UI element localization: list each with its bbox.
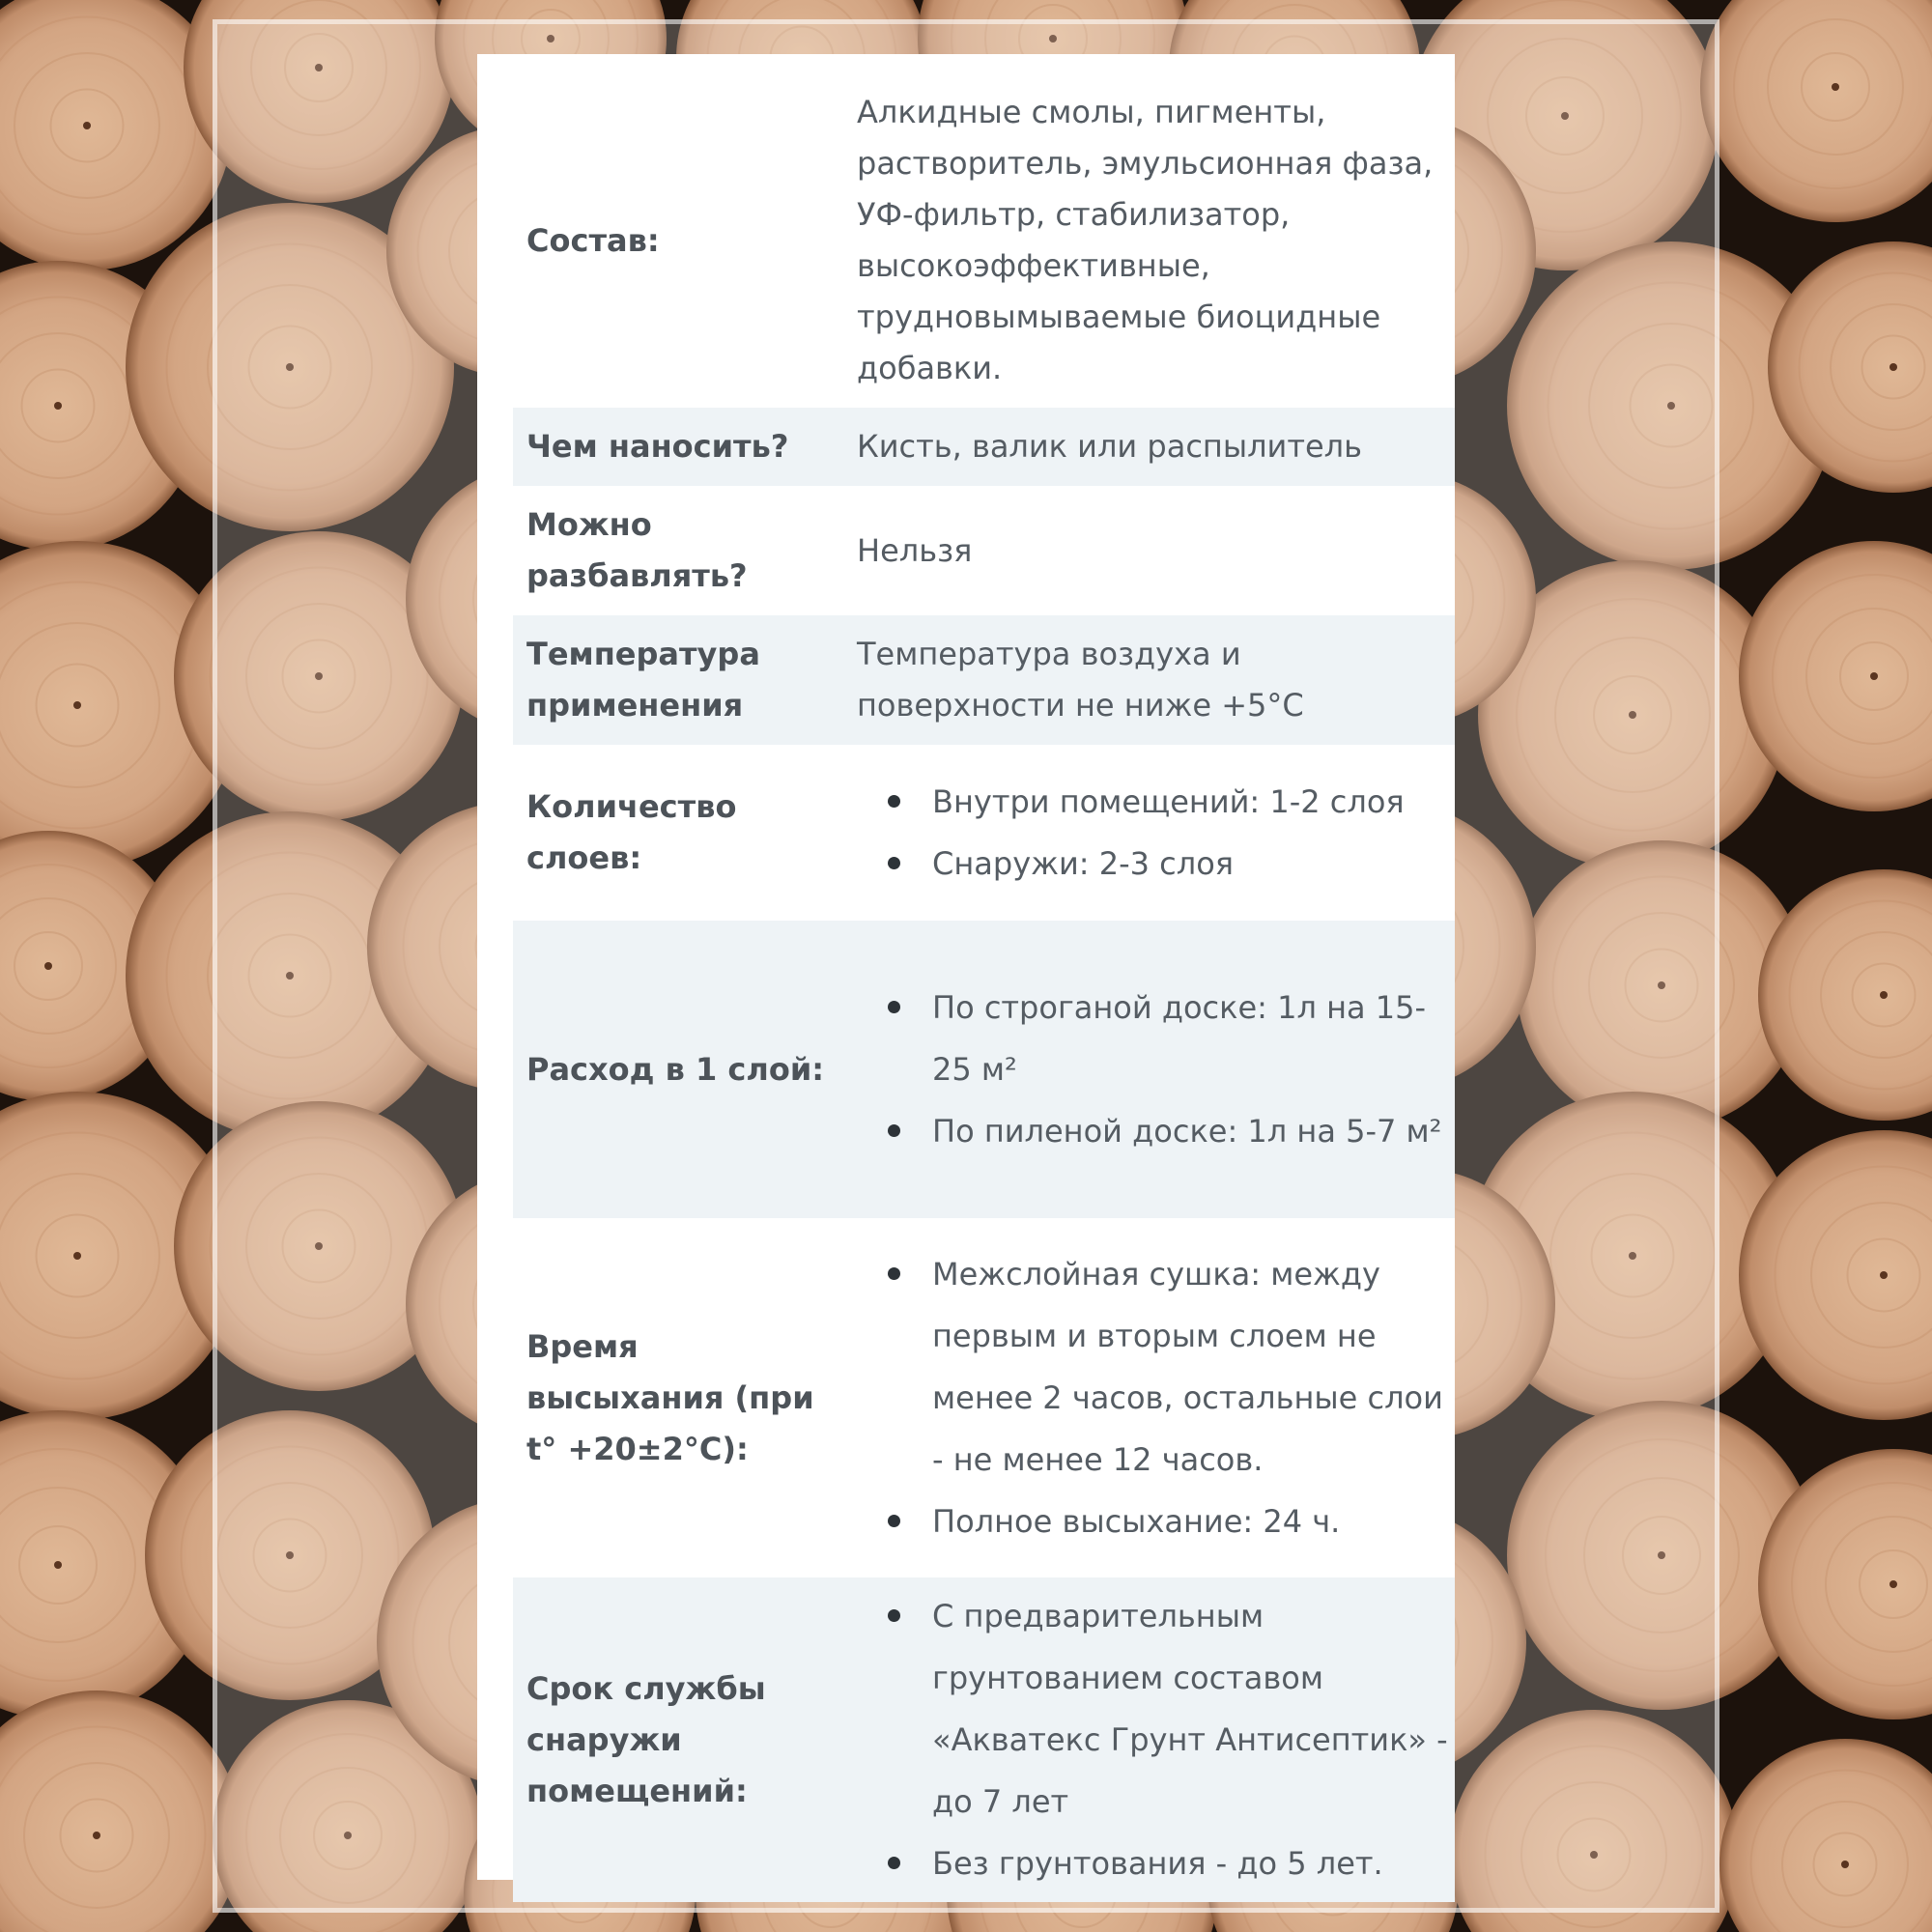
spec-label: Можно разбавлять? — [526, 506, 748, 594]
spec-row-composition — [513, 73, 1455, 408]
list-item: С предварительным грунтованием составом «Акватекс Грунт Антисептик» - до 7 лет — [932, 1585, 1449, 1833]
spec-label: Расход в 1 слой: — [513, 921, 830, 1218]
spec-label: Температура применения — [513, 615, 830, 745]
log-core — [1889, 1580, 1897, 1588]
spec-label: Время высыхания (при t° +20±2°С): — [526, 1327, 814, 1467]
log-core — [1841, 1861, 1849, 1868]
spec-row-drying — [513, 1218, 1455, 1577]
spec-row-service-life — [513, 1577, 1455, 1902]
spec-label: Состав: — [526, 221, 660, 259]
log-core — [54, 402, 62, 410]
log-core — [73, 1252, 81, 1260]
list-item: Полное высыхание: 24 ч. — [932, 1491, 1449, 1552]
spec-row-application — [513, 408, 1455, 486]
bullet-list — [857, 771, 1449, 895]
spec-value: Кисть, валик или распылитель — [830, 408, 1455, 486]
log-core — [1832, 83, 1839, 91]
spec-value — [830, 1577, 1455, 1902]
spec-row-dilution — [513, 486, 1455, 615]
list-item: По строганой доске: 1л на 15-25 м² — [932, 977, 1449, 1100]
log-core — [44, 962, 52, 970]
log-core — [1880, 991, 1888, 999]
log-core — [83, 122, 91, 129]
spec-value — [830, 1218, 1455, 1577]
list-item: Снаружи: 2-3 слоя — [932, 833, 1449, 895]
log-core — [73, 701, 81, 709]
spec-label: Чем наносить? — [513, 408, 830, 486]
spec-value — [830, 921, 1455, 1218]
spec-row-layers — [513, 745, 1455, 921]
bullet-list — [857, 1243, 1449, 1552]
log-core — [1889, 363, 1897, 371]
list-item: По пиленой доске: 1л на 5-7 м² — [932, 1100, 1449, 1162]
spec-value: Нельзя — [857, 531, 973, 569]
list-item: Межслойная сушка: между первым и вторым слоем не менее 2 часов, остальные слои - не менее 12 часов. — [932, 1243, 1449, 1491]
spec-label: Количество слоев: — [526, 788, 737, 876]
bullet-list — [857, 1585, 1449, 1894]
log-core — [1880, 1271, 1888, 1279]
bullet-list — [857, 977, 1449, 1162]
log-core — [54, 1561, 62, 1569]
spec-table — [513, 73, 1455, 1902]
spec-value: Температура воздуха и поверхности не ниже +5°С — [830, 615, 1455, 745]
spec-row-temperature — [513, 615, 1455, 745]
log-core — [1870, 672, 1878, 680]
spec-label: Срок службы снаружи помещений: — [513, 1577, 830, 1902]
list-item: Без грунтования - до 5 лет. — [932, 1833, 1449, 1894]
spec-value — [830, 745, 1455, 921]
spec-card — [477, 54, 1455, 1880]
spec-value: Алкидные смолы, пигменты, растворитель, эмульсионная фаза, УФ-фильтр, стабилизатор, высокоэффективные, трудновымываемые биоцидные добавки. — [857, 94, 1434, 386]
log-core — [93, 1832, 100, 1839]
list-item: Внутри помещений: 1-2 слоя — [932, 771, 1449, 833]
spec-row-consumption — [513, 921, 1455, 1218]
